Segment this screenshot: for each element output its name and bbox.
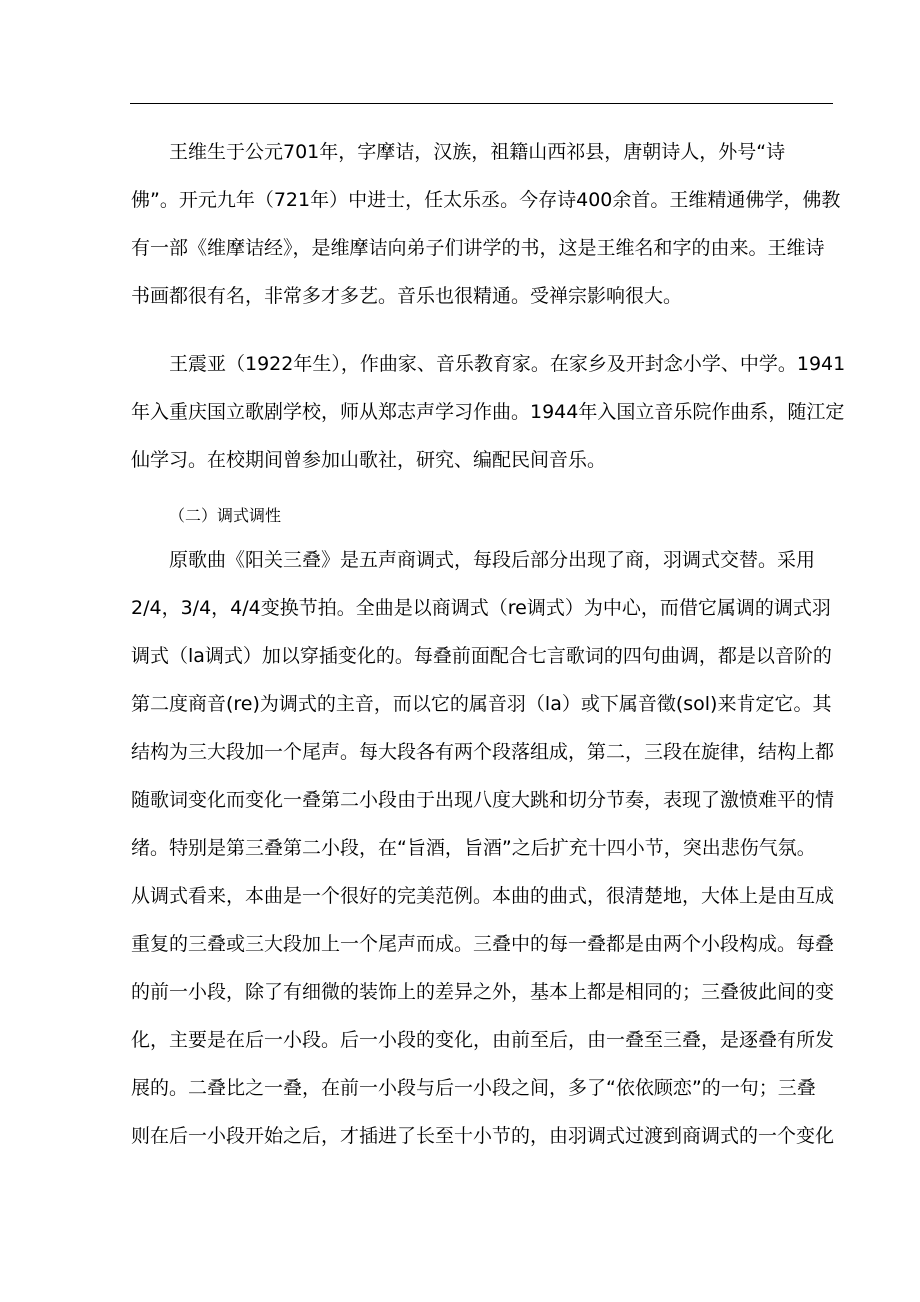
text-line: 则在后一小段开始之后，才插进了长至十小节的，由羽调式过渡到商调式的一个变化	[131, 1125, 835, 1147]
text-line: 王维生于公元701年，字摩诘，汉族，祖籍山西祁县，唐朝诗人，外号“诗	[169, 141, 786, 163]
text-line: 书画都很有名，非常多才多艺。音乐也很精通。受禅宗影响很大。	[131, 285, 683, 307]
text-line: 随歌词变化而变化一叠第二小段由于出现八度大跳和切分节奏，表现了激愤难平的情	[131, 789, 835, 811]
text-line: 的前一小段，除了有细微的装饰上的差异之外，基本上都是相同的；三叠彼此间的变	[131, 981, 835, 1003]
text-line: 佛”。开元九年（721年）中进士，任太乐丞。今存诗400余首。王维精通佛学，佛教	[131, 189, 841, 211]
text-line: 2/4，3/4，4/4变换节拍。全曲是以商调式（re调式）为中心，而借它属调的调式羽	[131, 597, 831, 619]
paragraph-spacer	[131, 484, 833, 500]
text-line: 从调式看来，本曲是一个很好的完美范例。本曲的曲式，很清楚地，大体上是由互成	[131, 885, 835, 907]
document-body	[131, 128, 846, 1160]
text-line: 化，主要是在后一小段。后一小段的变化，由前至后，由一叠至三叠，是逐叠有所发	[131, 1029, 835, 1051]
text-line: 绪。特别是第三叠第二小段，在“旨酒，旨酒”之后扩充十四小节，突出悲伤气氛。	[131, 837, 816, 859]
text-line: 原歌曲《阳关三叠》是五声商调式，每段后部分出现了商，羽调式交替。采用	[169, 549, 816, 571]
paragraph-spacer	[131, 320, 833, 340]
text-line: 仙学习。在校期间曾参加山歌社，研究、编配民间音乐。	[131, 449, 607, 471]
text-line: 重复的三叠或三大段加上一个尾声而成。三叠中的每一叠都是由两个小段构成。每叠	[131, 933, 835, 955]
text-line: 年入重庆国立歌剧学校，师从郑志声学习作曲。1944年入国立音乐院作曲系，随江定	[131, 401, 845, 423]
text-line: 展的。二叠比之一叠，在前一小段与后一小段之间，多了“依依顾恋”的一句；三叠	[131, 1077, 816, 1099]
paragraph-wang-wei	[131, 128, 841, 320]
text-line: 王震亚（1922年生），作曲家、音乐教育家。在家乡及开封念小学、中学。1941	[169, 353, 846, 375]
paragraph-wang-zhenya	[131, 340, 846, 484]
text-line: 调式（la调式）加以穿插变化的。每叠前面配合七言歌词的四句曲调，都是以音阶的	[131, 645, 832, 667]
text-line: 第二度商音(re)为调式的主音，而以它的属音羽（la）或下属音徵(sol)来肯定它。其	[131, 693, 832, 715]
text-line: 结构为三大段加一个尾声。每大段各有两个段落组成，第二，三段在旋律，结构上都	[131, 741, 835, 763]
paragraph-mode-tonality	[131, 536, 833, 1160]
section-heading: （二）调式调性	[169, 506, 282, 525]
text-line: 有一部《维摩诘经》，是维摩诘向弟子们讲学的书，这是王维名和字的由来。王维诗	[131, 237, 825, 259]
header-divider	[130, 103, 833, 104]
